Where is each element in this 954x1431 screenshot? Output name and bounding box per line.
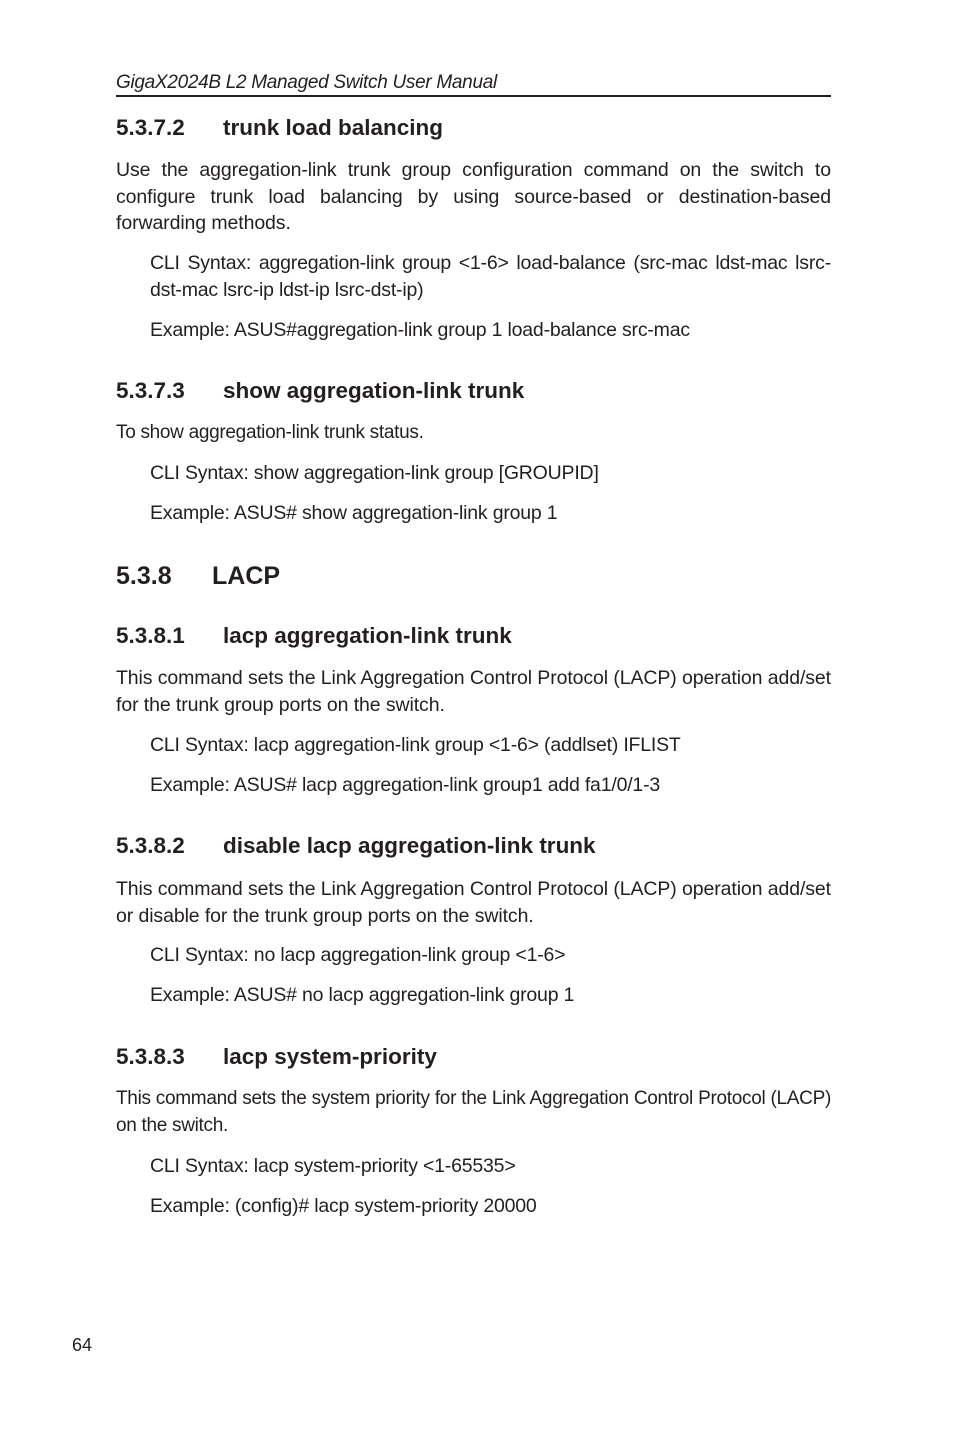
cli-syntax: CLI Syntax: no lacp aggregation-link group <1-6> <box>150 944 566 966</box>
section-title: trunk load balancing <box>223 115 444 140</box>
running-header: GigaX2024B L2 Managed Switch User Manual <box>116 70 831 97</box>
section-body: This command sets the system priority for the Link Aggregation Control Protocol (LACP) on the switch. <box>116 1088 831 1136</box>
section-title: lacp aggregation-link trunk <box>223 623 512 648</box>
section-number: 5.3.7.2 <box>116 115 185 140</box>
cli-syntax: CLI Syntax: lacp aggregation-link group <1-6> (addlset) IFLIST <box>150 734 681 756</box>
cli-example: Example: (config)# lacp system-priority 20000 <box>150 1195 537 1217</box>
cli-syntax: CLI Syntax: show aggregation-link group [GROUPID] <box>150 462 599 484</box>
section-body: To show aggregation-link trunk status. <box>116 422 424 443</box>
section-body: Use the aggregation-link trunk group configuration command on the switch to configure trunk load balancing by using source-based or destination-based forwarding methods. <box>116 159 831 234</box>
cli-example: Example: ASUS# show aggregation-link group 1 <box>150 502 558 524</box>
section-title: LACP <box>212 562 281 590</box>
section-number: 5.3.8.3 <box>116 1044 185 1069</box>
section-title: show aggregation-link trunk <box>223 378 525 403</box>
section-heading-5-3-7-3 <box>116 377 524 405</box>
section-number: 5.3.8.1 <box>116 623 185 648</box>
section-heading-5-3-8-2 <box>116 832 596 860</box>
section-heading-5-3-8-3 <box>116 1043 437 1071</box>
section-heading-5-3-7-2 <box>116 114 443 142</box>
cli-example: Example: ASUS# no lacp aggregation-link group 1 <box>150 984 575 1006</box>
section-body: This command sets the Link Aggregation Control Protocol (LACP) operation add/set or disable for the trunk group ports on the switch. <box>116 878 831 927</box>
section-title: lacp system-priority <box>223 1044 437 1069</box>
section-heading-5-3-8-1 <box>116 622 512 650</box>
cli-syntax: CLI Syntax: aggregation-link group <1-6> load-balance (src-mac ldst-mac lsrc-dst-mac lsrc-ip ldst-ip lsrc-dst-ip) <box>150 252 831 301</box>
cli-example: Example: ASUS#aggregation-link group 1 load-balance src-mac <box>150 319 690 341</box>
section-heading-5-3-8 <box>116 561 280 591</box>
section-number: 5.3.8.2 <box>116 833 185 858</box>
cli-syntax: CLI Syntax: lacp system-priority <1-65535> <box>150 1155 516 1177</box>
section-body: This command sets the Link Aggregation Control Protocol (LACP) operation add/set for the trunk group ports on the switch. <box>116 667 831 716</box>
page-number: 64 <box>72 1335 93 1355</box>
cli-example: Example: ASUS# lacp aggregation-link group1 add fa1/0/1-3 <box>150 774 661 796</box>
section-number: 5.3.8 <box>116 562 172 590</box>
section-number: 5.3.7.3 <box>116 378 185 403</box>
section-title: disable lacp aggregation-link trunk <box>223 833 596 858</box>
